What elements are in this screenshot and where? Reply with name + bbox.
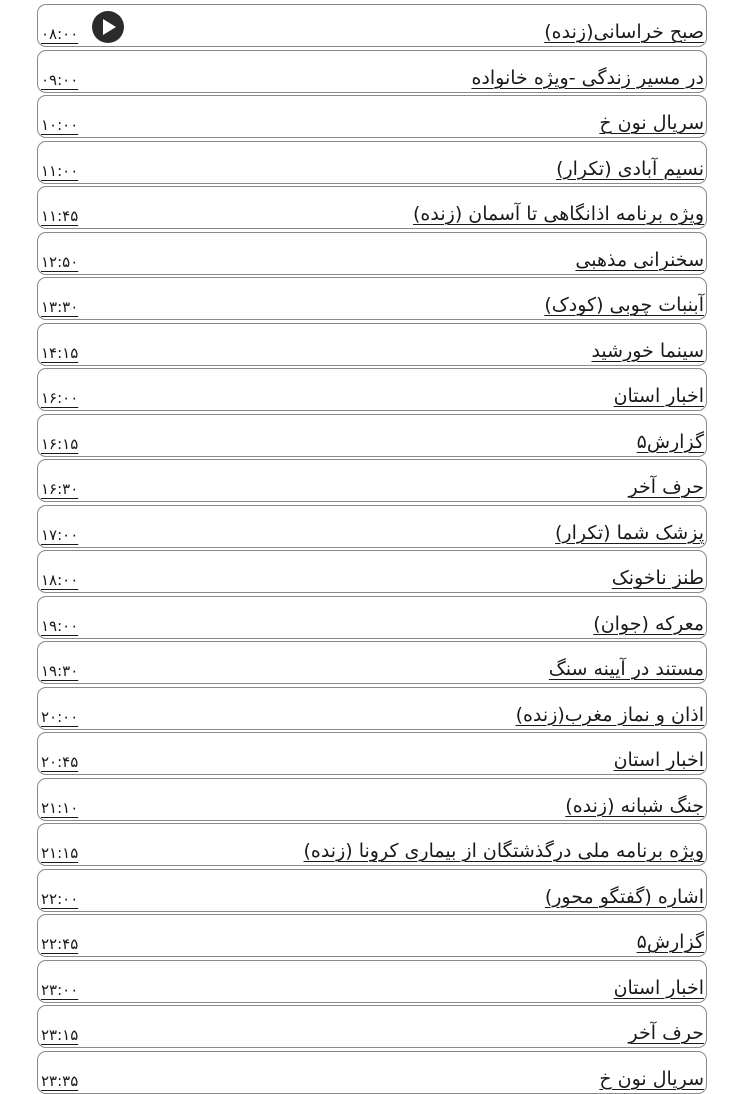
program-time: ۲۱:۱۰: [41, 798, 79, 817]
program-time: ۱۶:۰۰: [41, 389, 79, 407]
program-time: ۱۲:۵۰: [41, 252, 79, 271]
schedule-row[interactable]: [37, 641, 707, 684]
schedule-row[interactable]: [37, 50, 707, 93]
schedule-row[interactable]: [37, 141, 707, 184]
program-title: اخبار استان: [613, 976, 704, 999]
schedule-row[interactable]: [37, 914, 707, 957]
program-title: حرف آخر: [628, 476, 704, 498]
schedule-row[interactable]: [37, 550, 707, 593]
program-title: پزشک شما (تکرار): [554, 521, 704, 544]
program-time: ۱۱:۴۵: [41, 207, 79, 225]
schedule-row[interactable]: [37, 869, 707, 912]
program-title: ویژه برنامه ملی درگذشتگان از بیماری کرونا (زنده): [303, 840, 704, 862]
schedule-row[interactable]: [37, 323, 707, 366]
program-time: ۲۲:۰۰: [41, 889, 79, 908]
program-time: ۲۳:۳۵: [41, 1071, 79, 1090]
program-title: مستند در آیینه سنگ: [548, 658, 704, 680]
program-time: ۲۲:۴۵: [41, 935, 79, 953]
schedule-row[interactable]: [37, 1051, 707, 1094]
program-time: ۰۹:۰۰: [41, 70, 79, 89]
program-time: ۱۹:۳۰: [41, 662, 79, 680]
program-time: ۱۹:۰۰: [41, 616, 79, 635]
schedule-row[interactable]: [37, 459, 707, 502]
program-time: ۱۸:۰۰: [41, 571, 79, 589]
program-time: ۲۳:۰۰: [41, 980, 79, 999]
program-title: سخنرانی مذهبی: [575, 248, 704, 271]
program-time: ۱۷:۰۰: [41, 525, 79, 544]
program-title: اذان و نماز مغرب(زنده): [515, 703, 704, 726]
schedule-row[interactable]: [37, 95, 707, 138]
schedule-row[interactable]: [37, 1005, 707, 1048]
program-title: اخبار استان: [613, 385, 704, 407]
program-time: ۱۰:۰۰: [41, 116, 79, 134]
program-title: اشاره (گفتگو محور): [544, 885, 704, 908]
program-title: سینما خورشید: [591, 339, 704, 362]
schedule-row[interactable]: [37, 232, 707, 275]
schedule-row[interactable]: [37, 505, 707, 548]
schedule-row[interactable]: [37, 687, 707, 730]
schedule-row[interactable]: [37, 414, 707, 457]
program-time: ۱۱:۰۰: [41, 161, 79, 180]
program-time: ۲۰:۰۰: [41, 707, 79, 726]
program-time: ۰۸:۰۰: [41, 25, 79, 43]
program-title: طنز ناخونک: [611, 567, 704, 589]
program-time: ۱۶:۱۵: [41, 434, 79, 453]
program-time: ۲۳:۱۵: [41, 1026, 79, 1044]
program-title: ویژه برنامه اذانگاهی تا آسمان (زنده): [413, 203, 704, 225]
program-title: معرکه (جوان): [593, 612, 704, 635]
schedule-row[interactable]: [37, 778, 707, 821]
program-title: نسیم آبادی (تکرار): [556, 157, 704, 180]
program-time: ۱۴:۱۵: [41, 343, 79, 362]
schedule-row[interactable]: [37, 4, 707, 47]
program-time: ۱۶:۳۰: [41, 480, 79, 498]
program-title: سریال نون خ: [599, 1067, 704, 1090]
program-time: ۱۳:۳۰: [41, 298, 79, 316]
program-title: جنگ شبانه (زنده): [565, 794, 704, 817]
schedule-row[interactable]: [37, 823, 707, 866]
program-title: صبح خراسانی(زنده): [544, 21, 704, 43]
program-title: گزارش۵: [636, 430, 704, 453]
schedule-row[interactable]: [37, 732, 707, 775]
program-time: ۲۱:۱۵: [41, 844, 79, 862]
program-title: گزارش۵: [636, 931, 704, 953]
play-button[interactable]: [92, 11, 124, 43]
schedule-row[interactable]: [37, 277, 707, 320]
schedule-row[interactable]: [37, 368, 707, 411]
play-icon: [103, 19, 116, 35]
program-title: آبنبات چوبی (کودک): [544, 294, 704, 316]
program-title: حرف آخر: [628, 1022, 704, 1044]
schedule-row[interactable]: [37, 186, 707, 229]
program-title: در مسیر زندگی -ویژه خانواده: [471, 66, 704, 89]
schedule-row[interactable]: [37, 596, 707, 639]
program-title: اخبار استان: [613, 749, 704, 771]
program-time: ۲۰:۴۵: [41, 753, 79, 771]
schedule-row[interactable]: [37, 960, 707, 1003]
program-title: سریال نون خ: [599, 112, 704, 134]
